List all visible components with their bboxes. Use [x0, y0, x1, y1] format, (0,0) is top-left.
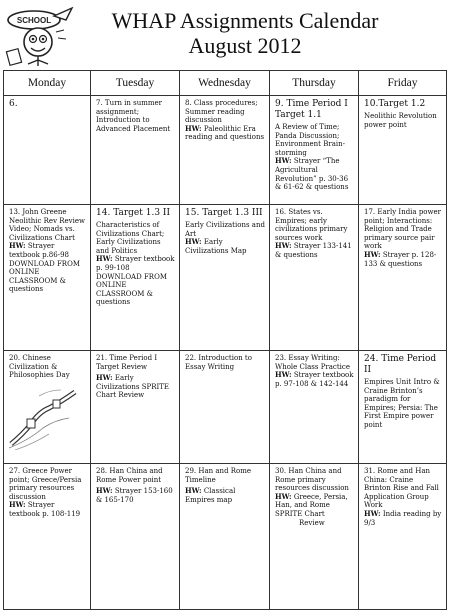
cell-title: Time Period II	[364, 354, 437, 375]
homework-label: HW:	[275, 241, 292, 251]
cell-date: 17.	[364, 208, 376, 216]
cell-date: 8.	[185, 99, 192, 107]
homework-label: HW:	[96, 486, 113, 496]
cell-text: Early Civilizations and Art	[185, 221, 265, 238]
cell-title: Target 1.3 II	[113, 208, 171, 218]
homework-text: Early Civilizations SPRITE Chart Review	[96, 374, 170, 400]
cell-title: Time Period I Target 1.1	[275, 99, 348, 120]
cell-text: Greece Power point; Greece/Persia primary resources discussion	[9, 467, 82, 501]
title-line-2: August 2012	[188, 33, 302, 58]
cell-date: 31.	[364, 467, 376, 475]
cell-title: Target 1.3 III	[202, 208, 263, 218]
cell-date: 27.	[9, 467, 21, 475]
homework-label: HW:	[185, 123, 202, 133]
title-line-1: WHAP Assignments Calendar	[111, 8, 379, 33]
day-cell-21	[91, 351, 180, 464]
homework-label: HW:	[9, 500, 26, 510]
homework-label: HW:	[185, 486, 202, 496]
day-cell-17	[359, 205, 447, 351]
cell-extra: Review	[299, 518, 325, 527]
cell-text: Han China and Rome primary resources discussion	[275, 467, 349, 493]
great-wall-illustration	[9, 384, 77, 450]
cell-text: Empires Unit Intro & Craine Brinton’s paradigm for Empires; Persia: The First Empire power point	[364, 378, 440, 429]
school-mascot-logo	[4, 2, 76, 68]
cell-date: 23.	[275, 354, 287, 362]
assignments-calendar	[3, 70, 447, 610]
cell-date: 7.	[96, 99, 103, 107]
cell-date: 22.	[185, 354, 197, 362]
cell-date: 28.	[96, 467, 108, 475]
cell-extra: DOWNLOAD FROM ONLINE CLASSROOM & questions	[9, 259, 80, 294]
cell-date: 16.	[275, 208, 287, 216]
week-row	[4, 205, 447, 351]
cell-text: A Review of Time; Panda Discussion; Environment Brain-storming	[275, 123, 345, 157]
homework-text: Early Civilizations Map	[185, 238, 247, 255]
day-cell-28	[91, 464, 180, 610]
day-header-monday: Monday	[4, 71, 91, 96]
cell-text: Rome and Han China: Craine Brinton Rise and Fall Application Group Work	[364, 467, 439, 510]
cell-text: Introduction to Essay Writing	[185, 354, 252, 371]
homework-label: HW:	[364, 508, 381, 518]
day-cell-13	[4, 205, 91, 351]
cell-text: Han China and Rome Power point	[96, 467, 163, 484]
cell-text: Time Period I Target Review	[96, 354, 158, 371]
homework-label: HW:	[364, 249, 381, 259]
weekday-header-row	[4, 71, 447, 96]
day-cell-15	[180, 205, 270, 351]
day-cell-8	[180, 96, 270, 205]
day-cell-14	[91, 205, 180, 351]
day-cell-29	[180, 464, 270, 610]
cell-date: 10.	[364, 99, 379, 109]
day-header-thursday: Thursday	[270, 71, 359, 96]
homework-label: HW:	[275, 370, 292, 380]
day-header-friday: Friday	[359, 71, 447, 96]
cell-date: 15.	[185, 208, 200, 218]
homework-text: Strayer 153-160 & 165-170	[96, 487, 173, 504]
day-cell-30	[270, 464, 359, 610]
cell-text: Characteristics of Civilizations Chart; Early Civilizations and Politics	[96, 221, 165, 255]
homework-text: Strayer “The Agricultural Revolution” p. 30-36 & 61-62 & questions	[275, 157, 349, 192]
cell-date: 21.	[96, 354, 108, 362]
cell-date: 13.	[9, 208, 21, 216]
cell-date: 30.	[275, 467, 287, 475]
cell-text: Neolithic Revolution power point	[364, 112, 437, 129]
cell-title: Target 1.2	[378, 99, 426, 109]
week-row	[4, 351, 447, 464]
homework-label: HW:	[275, 156, 292, 166]
cell-text: Early India power point; Interactions: Religion and Trade primary source pair work	[364, 208, 441, 251]
week-row	[4, 464, 447, 610]
homework-text: Strayer textbook p. 108-119	[9, 501, 81, 518]
homework-text: Classical Empires map	[185, 487, 236, 504]
cell-date: 24.	[364, 354, 379, 364]
day-cell-10	[359, 96, 447, 205]
cell-text: Chinese Civilization & Philosophies Day	[9, 354, 70, 380]
homework-text: Strayer textbook p. 99-108	[96, 255, 175, 272]
homework-label: HW:	[96, 373, 113, 383]
day-cell-6	[4, 96, 91, 205]
cell-date: 20.	[9, 354, 21, 362]
cell-text: John Greene Neolithic Rev Review Video; Nomads vs. Civilizations Chart	[9, 208, 85, 242]
homework-text: Strayer textbook p.86-98	[9, 242, 69, 259]
page-header	[0, 0, 450, 70]
day-cell-20	[4, 351, 91, 464]
homework-text: Greece, Persia, Han, and Rome SPRITE Chart	[275, 492, 348, 518]
day-cell-31	[359, 464, 447, 610]
cell-date: 29.	[185, 467, 197, 475]
cell-date: 6.	[9, 99, 18, 109]
day-cell-22	[180, 351, 270, 464]
cell-text: States vs. Empires; early civilizations primary sources work	[275, 208, 348, 242]
day-cell-7	[91, 96, 180, 205]
day-cell-9	[270, 96, 359, 205]
cell-text: Class procedures; Summer reading discussion	[185, 99, 258, 125]
homework-text: India reading by 9/3	[364, 509, 442, 527]
homework-text: Paleolithic Era reading and questions	[185, 124, 265, 142]
cell-extra: DOWNLOAD FROM ONLINE CLASSROOM & questions	[96, 272, 167, 307]
homework-text: Strayer 133-141 & questions	[275, 242, 352, 259]
cell-text: Turn in summer assignment; Introduction to Advanced Placement	[96, 99, 171, 133]
day-header-wednesday: Wednesday	[180, 71, 270, 96]
day-cell-16	[270, 205, 359, 351]
page-title	[95, 8, 395, 58]
homework-label: HW:	[275, 491, 292, 501]
cell-date: 9.	[275, 99, 284, 109]
day-cell-23	[270, 351, 359, 464]
cell-text: Essay Writing: Whole Class Practice	[275, 354, 350, 371]
homework-text: Strayer textbook p. 97-108 & 142-144	[275, 371, 354, 388]
day-cell-24	[359, 351, 447, 464]
logo-text: SCHOOL	[16, 16, 52, 25]
day-header-tuesday: Tuesday	[91, 71, 180, 96]
cell-text: Han and Rome Timeline	[185, 467, 252, 484]
homework-text: Strayer p. 128-133 & questions	[364, 250, 437, 268]
cell-date: 14.	[96, 208, 111, 218]
homework-label: HW:	[9, 241, 26, 251]
week-row	[4, 96, 447, 205]
day-cell-27	[4, 464, 91, 610]
homework-label: HW:	[185, 237, 202, 247]
homework-label: HW:	[96, 254, 113, 264]
